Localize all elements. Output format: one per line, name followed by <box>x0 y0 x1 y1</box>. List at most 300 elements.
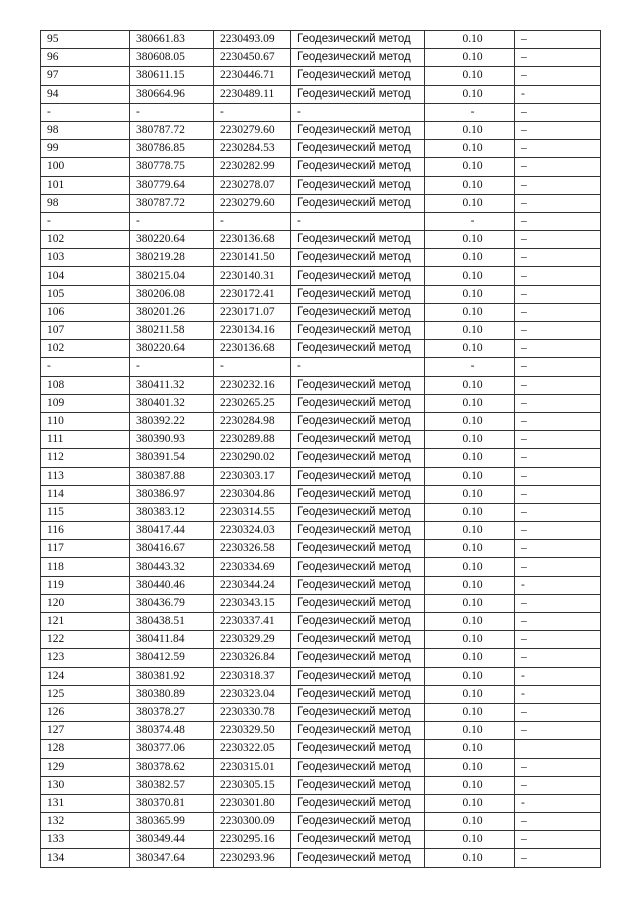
accuracy-cell: 0.10 <box>425 176 515 194</box>
note-cell: - <box>515 85 601 103</box>
method-cell: Геодезический метод <box>291 740 425 758</box>
note-cell: – <box>515 376 601 394</box>
method-cell: Геодезический метод <box>291 776 425 794</box>
accuracy-cell: 0.10 <box>425 794 515 812</box>
y-coordinate-cell: 2230329.29 <box>214 631 291 649</box>
note-cell: – <box>515 831 601 849</box>
table-row <box>41 813 601 831</box>
table-row <box>41 431 601 449</box>
point-number-cell: 102 <box>41 231 130 249</box>
method-cell: Геодезический метод <box>291 576 425 594</box>
accuracy-cell: 0.10 <box>425 394 515 412</box>
y-coordinate-cell: 2230171.07 <box>214 303 291 321</box>
table-row <box>41 631 601 649</box>
table-row <box>41 103 601 121</box>
accuracy-cell: 0.10 <box>425 285 515 303</box>
method-cell: Геодезический метод <box>291 31 425 49</box>
x-coordinate-cell: 380661.83 <box>130 31 214 49</box>
point-number-cell: 133 <box>41 831 130 849</box>
table-row <box>41 212 601 230</box>
accuracy-cell: 0.10 <box>425 594 515 612</box>
y-coordinate-cell: 2230301.80 <box>214 794 291 812</box>
table-row <box>41 540 601 558</box>
table-row <box>41 376 601 394</box>
point-number-cell: 98 <box>41 194 130 212</box>
y-coordinate-cell: 2230303.17 <box>214 467 291 485</box>
point-number-cell: 132 <box>41 813 130 831</box>
accuracy-cell: 0.10 <box>425 194 515 212</box>
x-coordinate-cell: 380377.06 <box>130 740 214 758</box>
x-coordinate-cell: 380386.97 <box>130 485 214 503</box>
x-coordinate-cell: 380778.75 <box>130 158 214 176</box>
method-cell: Геодезический метод <box>291 85 425 103</box>
point-number-cell: - <box>41 358 130 376</box>
accuracy-cell: 0.10 <box>425 467 515 485</box>
x-coordinate-cell: 380220.64 <box>130 231 214 249</box>
x-coordinate-cell: 380380.89 <box>130 685 214 703</box>
method-cell: Геодезический метод <box>291 394 425 412</box>
y-coordinate-cell: 2230136.68 <box>214 231 291 249</box>
method-cell: Геодезический метод <box>291 121 425 139</box>
accuracy-cell: 0.10 <box>425 231 515 249</box>
accuracy-cell: 0.10 <box>425 249 515 267</box>
accuracy-cell: 0.10 <box>425 49 515 67</box>
y-coordinate-cell: 2230300.09 <box>214 813 291 831</box>
y-coordinate-cell: 2230322.05 <box>214 740 291 758</box>
method-cell: Геодезический метод <box>291 158 425 176</box>
note-cell: – <box>515 412 601 430</box>
method-cell: - <box>291 103 425 121</box>
accuracy-cell: 0.10 <box>425 322 515 340</box>
point-number-cell: 106 <box>41 303 130 321</box>
method-cell: Геодезический метод <box>291 503 425 521</box>
table-row <box>41 594 601 612</box>
point-number-cell: 114 <box>41 485 130 503</box>
x-coordinate-cell: 380215.04 <box>130 267 214 285</box>
y-coordinate-cell: 2230134.16 <box>214 322 291 340</box>
note-cell: – <box>515 231 601 249</box>
table-row <box>41 67 601 85</box>
note-cell: – <box>515 158 601 176</box>
table-row <box>41 85 601 103</box>
table-row <box>41 467 601 485</box>
y-coordinate-cell: 2230450.67 <box>214 49 291 67</box>
accuracy-cell: 0.10 <box>425 631 515 649</box>
point-number-cell: 124 <box>41 667 130 685</box>
y-coordinate-cell: 2230172.41 <box>214 285 291 303</box>
method-cell: Геодезический метод <box>291 649 425 667</box>
y-coordinate-cell: 2230293.96 <box>214 849 291 867</box>
point-number-cell: 119 <box>41 576 130 594</box>
x-coordinate-cell: 380787.72 <box>130 194 214 212</box>
table-row <box>41 394 601 412</box>
accuracy-cell: 0.10 <box>425 412 515 430</box>
accuracy-cell: 0.10 <box>425 140 515 158</box>
x-coordinate-cell: 380786.85 <box>130 140 214 158</box>
note-cell <box>515 740 601 758</box>
y-coordinate-cell: 2230305.15 <box>214 776 291 794</box>
x-coordinate-cell: 380787.72 <box>130 121 214 139</box>
x-coordinate-cell: 380779.64 <box>130 176 214 194</box>
point-number-cell: 116 <box>41 522 130 540</box>
x-coordinate-cell: 380391.54 <box>130 449 214 467</box>
x-coordinate-cell: 380411.84 <box>130 631 214 649</box>
method-cell: Геодезический метод <box>291 303 425 321</box>
note-cell: – <box>515 431 601 449</box>
y-coordinate-cell: 2230284.98 <box>214 412 291 430</box>
table-row <box>41 776 601 794</box>
method-cell: Геодезический метод <box>291 412 425 430</box>
x-coordinate-cell: 380440.46 <box>130 576 214 594</box>
point-number-cell: 117 <box>41 540 130 558</box>
x-coordinate-cell: 380211.58 <box>130 322 214 340</box>
accuracy-cell: 0.10 <box>425 522 515 540</box>
method-cell: Геодезический метод <box>291 758 425 776</box>
table-row <box>41 140 601 158</box>
accuracy-cell: 0.10 <box>425 267 515 285</box>
method-cell: Геодезический метод <box>291 703 425 721</box>
point-number-cell: 120 <box>41 594 130 612</box>
method-cell: Геодезический метод <box>291 322 425 340</box>
y-coordinate-cell: 2230279.60 <box>214 194 291 212</box>
method-cell: Геодезический метод <box>291 540 425 558</box>
accuracy-cell: 0.10 <box>425 158 515 176</box>
point-number-cell: 105 <box>41 285 130 303</box>
accuracy-cell: 0.10 <box>425 776 515 794</box>
y-coordinate-cell: 2230446.71 <box>214 67 291 85</box>
point-number-cell: 103 <box>41 249 130 267</box>
table-row <box>41 758 601 776</box>
accuracy-cell: 0.10 <box>425 67 515 85</box>
y-coordinate-cell: 2230324.03 <box>214 522 291 540</box>
y-coordinate-cell: 2230343.15 <box>214 594 291 612</box>
point-number-cell: 99 <box>41 140 130 158</box>
table-row <box>41 613 601 631</box>
x-coordinate-cell: 380383.12 <box>130 503 214 521</box>
point-number-cell: 128 <box>41 740 130 758</box>
x-coordinate-cell: 380381.92 <box>130 667 214 685</box>
point-number-cell: - <box>41 212 130 230</box>
x-coordinate-cell: 380387.88 <box>130 467 214 485</box>
table-row <box>41 303 601 321</box>
y-coordinate-cell: - <box>214 103 291 121</box>
point-number-cell: 129 <box>41 758 130 776</box>
note-cell: - <box>515 667 601 685</box>
x-coordinate-cell: 380390.93 <box>130 431 214 449</box>
table-row <box>41 449 601 467</box>
x-coordinate-cell: 380349.44 <box>130 831 214 849</box>
note-cell: – <box>515 394 601 412</box>
note-cell: – <box>515 558 601 576</box>
point-number-cell: 110 <box>41 412 130 430</box>
point-number-cell: 134 <box>41 849 130 867</box>
y-coordinate-cell: 2230315.01 <box>214 758 291 776</box>
x-coordinate-cell: 380370.81 <box>130 794 214 812</box>
point-number-cell: 101 <box>41 176 130 194</box>
method-cell: Геодезический метод <box>291 249 425 267</box>
y-coordinate-cell: 2230318.37 <box>214 667 291 685</box>
document-page <box>40 30 601 868</box>
x-coordinate-cell: 380417.44 <box>130 522 214 540</box>
point-number-cell: 115 <box>41 503 130 521</box>
note-cell: – <box>515 121 601 139</box>
accuracy-cell: 0.10 <box>425 431 515 449</box>
method-cell: Геодезический метод <box>291 267 425 285</box>
point-number-cell: 98 <box>41 121 130 139</box>
y-coordinate-cell: 2230326.58 <box>214 540 291 558</box>
note-cell: – <box>515 358 601 376</box>
method-cell: Геодезический метод <box>291 722 425 740</box>
x-coordinate-cell: 380347.64 <box>130 849 214 867</box>
x-coordinate-cell: 380438.51 <box>130 613 214 631</box>
x-coordinate-cell: 380412.59 <box>130 649 214 667</box>
point-number-cell: 100 <box>41 158 130 176</box>
method-cell: Геодезический метод <box>291 431 425 449</box>
accuracy-cell: 0.10 <box>425 449 515 467</box>
method-cell: Геодезический метод <box>291 231 425 249</box>
method-cell: Геодезический метод <box>291 522 425 540</box>
accuracy-cell: 0.10 <box>425 613 515 631</box>
y-coordinate-cell: 2230337.41 <box>214 613 291 631</box>
y-coordinate-cell: 2230136.68 <box>214 340 291 358</box>
note-cell: – <box>515 722 601 740</box>
note-cell: - <box>515 794 601 812</box>
point-number-cell: 109 <box>41 394 130 412</box>
accuracy-cell: - <box>425 212 515 230</box>
method-cell: Геодезический метод <box>291 594 425 612</box>
note-cell: – <box>515 776 601 794</box>
note-cell: – <box>515 758 601 776</box>
point-number-cell: 127 <box>41 722 130 740</box>
y-coordinate-cell: - <box>214 358 291 376</box>
note-cell: – <box>515 103 601 121</box>
accuracy-cell: - <box>425 358 515 376</box>
method-cell: - <box>291 358 425 376</box>
method-cell: Геодезический метод <box>291 485 425 503</box>
table-row <box>41 576 601 594</box>
note-cell: – <box>515 540 601 558</box>
point-number-cell: 94 <box>41 85 130 103</box>
method-cell: Геодезический метод <box>291 613 425 631</box>
accuracy-cell: 0.10 <box>425 485 515 503</box>
x-coordinate-cell: - <box>130 358 214 376</box>
accuracy-cell: 0.10 <box>425 849 515 867</box>
accuracy-cell: 0.10 <box>425 667 515 685</box>
y-coordinate-cell: 2230282.99 <box>214 158 291 176</box>
note-cell: – <box>515 67 601 85</box>
y-coordinate-cell: 2230140.31 <box>214 267 291 285</box>
x-coordinate-cell: 380436.79 <box>130 594 214 612</box>
method-cell: Геодезический метод <box>291 194 425 212</box>
x-coordinate-cell: 380378.27 <box>130 703 214 721</box>
note-cell: – <box>515 813 601 831</box>
x-coordinate-cell: 380401.32 <box>130 394 214 412</box>
note-cell: – <box>515 249 601 267</box>
accuracy-cell: 0.10 <box>425 540 515 558</box>
accuracy-cell: 0.10 <box>425 758 515 776</box>
y-coordinate-cell: 2230279.60 <box>214 121 291 139</box>
method-cell: Геодезический метод <box>291 449 425 467</box>
x-coordinate-cell: 380392.22 <box>130 412 214 430</box>
note-cell: – <box>515 613 601 631</box>
point-number-cell: - <box>41 103 130 121</box>
note-cell: – <box>515 194 601 212</box>
y-coordinate-cell: 2230323.04 <box>214 685 291 703</box>
note-cell: – <box>515 449 601 467</box>
note-cell: – <box>515 522 601 540</box>
table-row <box>41 340 601 358</box>
table-row <box>41 685 601 703</box>
x-coordinate-cell: 380443.32 <box>130 558 214 576</box>
method-cell: Геодезический метод <box>291 340 425 358</box>
table-row <box>41 31 601 49</box>
point-number-cell: 131 <box>41 794 130 812</box>
point-number-cell: 113 <box>41 467 130 485</box>
y-coordinate-cell: 2230141.50 <box>214 249 291 267</box>
note-cell: – <box>515 631 601 649</box>
y-coordinate-cell: 2230314.55 <box>214 503 291 521</box>
point-number-cell: 118 <box>41 558 130 576</box>
point-number-cell: 111 <box>41 431 130 449</box>
table-row <box>41 722 601 740</box>
y-coordinate-cell: - <box>214 212 291 230</box>
y-coordinate-cell: 2230304.86 <box>214 485 291 503</box>
accuracy-cell: 0.10 <box>425 722 515 740</box>
note-cell: – <box>515 503 601 521</box>
accuracy-cell: 0.10 <box>425 740 515 758</box>
note-cell: - <box>515 685 601 703</box>
point-number-cell: 96 <box>41 49 130 67</box>
coordinates-table <box>40 30 601 868</box>
point-number-cell: 125 <box>41 685 130 703</box>
table-row <box>41 412 601 430</box>
y-coordinate-cell: 2230290.02 <box>214 449 291 467</box>
point-number-cell: 123 <box>41 649 130 667</box>
note-cell: – <box>515 31 601 49</box>
method-cell: Геодезический метод <box>291 140 425 158</box>
note-cell: – <box>515 267 601 285</box>
table-row <box>41 649 601 667</box>
accuracy-cell: 0.10 <box>425 685 515 703</box>
accuracy-cell: 0.10 <box>425 649 515 667</box>
accuracy-cell: 0.10 <box>425 85 515 103</box>
table-row <box>41 49 601 67</box>
accuracy-cell: 0.10 <box>425 576 515 594</box>
note-cell: – <box>515 703 601 721</box>
y-coordinate-cell: 2230344.24 <box>214 576 291 594</box>
note-cell: – <box>515 285 601 303</box>
method-cell: - <box>291 212 425 230</box>
x-coordinate-cell: 380608.05 <box>130 49 214 67</box>
accuracy-cell: 0.10 <box>425 31 515 49</box>
table-row <box>41 285 601 303</box>
table-row <box>41 194 601 212</box>
note-cell: – <box>515 140 601 158</box>
x-coordinate-cell: 380374.48 <box>130 722 214 740</box>
method-cell: Геодезический метод <box>291 849 425 867</box>
y-coordinate-cell: 2230232.16 <box>214 376 291 394</box>
y-coordinate-cell: 2230295.16 <box>214 831 291 849</box>
x-coordinate-cell: 380378.62 <box>130 758 214 776</box>
method-cell: Геодезический метод <box>291 285 425 303</box>
x-coordinate-cell: 380611.15 <box>130 67 214 85</box>
table-row <box>41 849 601 867</box>
method-cell: Геодезический метод <box>291 813 425 831</box>
point-number-cell: 107 <box>41 322 130 340</box>
x-coordinate-cell: 380365.99 <box>130 813 214 831</box>
method-cell: Геодезический метод <box>291 794 425 812</box>
table-row <box>41 703 601 721</box>
note-cell: – <box>515 176 601 194</box>
y-coordinate-cell: 2230493.09 <box>214 31 291 49</box>
point-number-cell: 108 <box>41 376 130 394</box>
x-coordinate-cell: 380220.64 <box>130 340 214 358</box>
accuracy-cell: 0.10 <box>425 303 515 321</box>
table-row <box>41 667 601 685</box>
note-cell: – <box>515 303 601 321</box>
method-cell: Геодезический метод <box>291 467 425 485</box>
table-row <box>41 522 601 540</box>
note-cell: – <box>515 212 601 230</box>
table-row <box>41 267 601 285</box>
point-number-cell: 95 <box>41 31 130 49</box>
point-number-cell: 97 <box>41 67 130 85</box>
x-coordinate-cell: 380206.08 <box>130 285 214 303</box>
point-number-cell: 122 <box>41 631 130 649</box>
y-coordinate-cell: 2230330.78 <box>214 703 291 721</box>
x-coordinate-cell: 380219.28 <box>130 249 214 267</box>
y-coordinate-cell: 2230278.07 <box>214 176 291 194</box>
accuracy-cell: 0.10 <box>425 703 515 721</box>
table-row <box>41 485 601 503</box>
table-row <box>41 158 601 176</box>
x-coordinate-cell: - <box>130 212 214 230</box>
note-cell: – <box>515 485 601 503</box>
accuracy-cell: 0.10 <box>425 813 515 831</box>
table-row <box>41 503 601 521</box>
table-row <box>41 558 601 576</box>
y-coordinate-cell: 2230334.69 <box>214 558 291 576</box>
y-coordinate-cell: 2230489.11 <box>214 85 291 103</box>
y-coordinate-cell: 2230265.25 <box>214 394 291 412</box>
point-number-cell: 126 <box>41 703 130 721</box>
method-cell: Геодезический метод <box>291 49 425 67</box>
x-coordinate-cell: - <box>130 103 214 121</box>
y-coordinate-cell: 2230329.50 <box>214 722 291 740</box>
note-cell: – <box>515 340 601 358</box>
accuracy-cell: - <box>425 103 515 121</box>
method-cell: Геодезический метод <box>291 376 425 394</box>
x-coordinate-cell: 380201.26 <box>130 303 214 321</box>
note-cell: – <box>515 649 601 667</box>
note-cell: – <box>515 49 601 67</box>
accuracy-cell: 0.10 <box>425 558 515 576</box>
table-row <box>41 231 601 249</box>
x-coordinate-cell: 380411.32 <box>130 376 214 394</box>
note-cell: - <box>515 576 601 594</box>
method-cell: Геодезический метод <box>291 667 425 685</box>
method-cell: Геодезический метод <box>291 831 425 849</box>
table-row <box>41 831 601 849</box>
accuracy-cell: 0.10 <box>425 340 515 358</box>
table-row <box>41 121 601 139</box>
x-coordinate-cell: 380382.57 <box>130 776 214 794</box>
note-cell: – <box>515 322 601 340</box>
y-coordinate-cell: 2230289.88 <box>214 431 291 449</box>
method-cell: Геодезический метод <box>291 558 425 576</box>
note-cell: – <box>515 467 601 485</box>
point-number-cell: 102 <box>41 340 130 358</box>
